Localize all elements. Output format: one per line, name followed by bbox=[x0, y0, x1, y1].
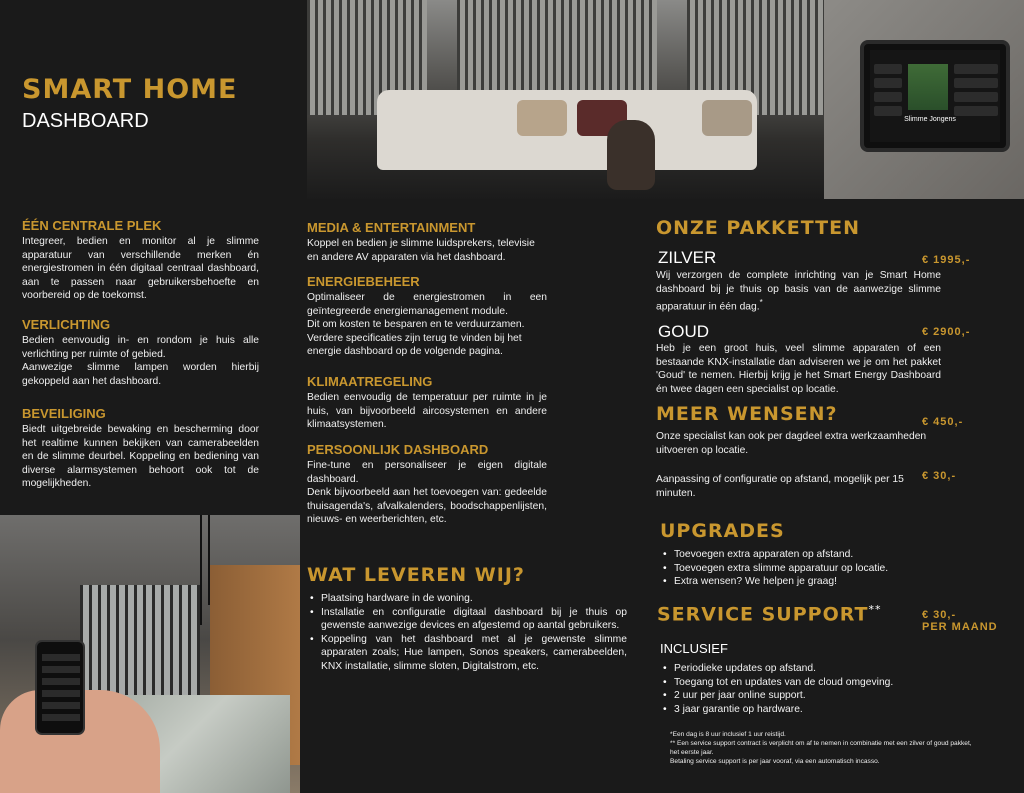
section-text: Bedien eenvoudig in- en rondom je huis alle verlichting per ruimte of gebied. bbox=[22, 335, 259, 360]
kitchen-photo bbox=[0, 515, 300, 793]
meer-wensen-price-1: € 450,- bbox=[922, 416, 964, 428]
section-text: Biedt uitgebreide bewaking en bescherming door het realtime kunnen bekijken van camerabeelden en de slimme deurbel. Koppeling en bediening van diverse alarmsystemen behoort ook tot de mogelijkheden. bbox=[22, 424, 259, 490]
service-price: € 30,- bbox=[922, 609, 957, 621]
section-title: BEVEILIGING bbox=[22, 406, 106, 421]
list-item: • Toevoegen extra slimme apparatuur op locatie. bbox=[660, 562, 950, 576]
meer-wensen-text-1: Onze specialist kan ook per dagdeel extra werkzaamheden uitvoeren op locatie. bbox=[656, 431, 927, 456]
section-text: Koppel en bedien je slimme luidsprekers, televisie en andere AV apparaten via het dashboard. bbox=[307, 238, 535, 263]
brand-title: SMART HOME bbox=[22, 74, 238, 105]
list-item: • Periodieke updates op afstand. bbox=[660, 662, 950, 676]
section-media bbox=[307, 220, 547, 264]
brand-subtitle: DASHBOARD bbox=[22, 110, 149, 132]
zilver-text bbox=[656, 269, 941, 314]
section-text: Integreer, bedien en monitor al je slimme apparatuur van verschillende merken én energiestromen in één digitaal centraal dashboard, aan te passen naar gebruikersbehoefte en voorbereid op de toekomst. bbox=[22, 236, 259, 302]
section-centrale-plek bbox=[22, 218, 259, 303]
meer-wensen-text-2: Aanpassing of configuratie op afstand, mogelijk per 15 minuten. bbox=[656, 474, 904, 499]
service-list bbox=[660, 662, 950, 716]
section-klimaat bbox=[307, 374, 547, 432]
meer-wensen-title: MEER WENSEN? bbox=[656, 403, 838, 425]
zilver-mark: * bbox=[759, 298, 763, 308]
section-title: WAT LEVEREN WIJ? bbox=[307, 564, 525, 586]
footnote: ** Een service support contract is verplicht om af te nemen in combinatie met een zilver of goud pakket, het eerste jaar. bbox=[670, 740, 972, 756]
section-text: Optimaliseer de energiestromen in een geïntegreerde energiemanagement module. bbox=[307, 292, 547, 317]
section-title: ENERGIEBEHEER bbox=[307, 274, 420, 289]
goud-text: Heb je een groot huis, veel slimme apparaten of een bestaande KNX-installatie dan adviseren we je om het pakket 'Goud' te nemen. Hierbij krijg je het Smart Energy Dashboard én twee dagen een specialist op locatie. bbox=[656, 343, 941, 395]
zilver-title: ZILVER bbox=[658, 248, 717, 267]
wall-tablet-photo bbox=[824, 0, 1024, 199]
section-text-2: Aanwezige slimme lampen worden hierbij gekoppeld aan het dashboard. bbox=[22, 362, 259, 387]
list-item: • Plaatsing hardware in de woning. bbox=[307, 592, 627, 606]
section-title: MEDIA & ENTERTAINMENT bbox=[307, 220, 476, 235]
upgrades-list bbox=[660, 548, 950, 589]
service-inclusief: INCLUSIEF bbox=[660, 641, 728, 656]
zilver-price: € 1995,- bbox=[922, 254, 971, 266]
footnote: Betaling service support is per jaar vooraf, via een automatisch incasso. bbox=[670, 758, 880, 765]
meer-wensen-price-2: € 30,- bbox=[922, 470, 957, 482]
service-title-text: SERVICE SUPPORT bbox=[657, 603, 869, 626]
tablet-device bbox=[860, 40, 1010, 152]
list-item: • 3 jaar garantie op hardware. bbox=[660, 703, 950, 717]
zilver-text-body: Wij verzorgen de complete inrichting van je Smart Home dashboard bij je thuis op basis van de aanwezige slimme apparatuur in één dag. bbox=[656, 270, 941, 313]
goud-title: GOUD bbox=[658, 322, 709, 341]
footnote: *Een dag is 8 uur inclusief 1 uur reistijd. bbox=[670, 731, 786, 738]
service-price-unit: PER MAAND bbox=[922, 621, 998, 633]
list-item: • Extra wensen? We helpen je graag! bbox=[660, 575, 950, 589]
upgrades-title: UPGRADES bbox=[660, 520, 785, 542]
section-beveiliging bbox=[22, 406, 259, 491]
footnotes bbox=[670, 730, 980, 766]
section-text: Fine-tune en personaliseer je eigen digitale dashboard. bbox=[307, 460, 547, 485]
section-title: PERSOONLIJK DASHBOARD bbox=[307, 442, 489, 457]
section-text-2: Denk bijvoorbeeld aan het toevoegen van: gedeelde thuisagenda's, afvalkalenders, boodschappenlijsten, nieuws- en weerberichten, etc. bbox=[307, 487, 547, 526]
list-item: • 2 uur per jaar online support. bbox=[660, 689, 950, 703]
living-room-photo bbox=[307, 0, 824, 199]
section-text: Bedien eenvoudig de temperatuur per ruimte in je huis, van bijvoorbeeld aircosystemen en andere klimaatsystemen. bbox=[307, 392, 547, 431]
service-mark: ** bbox=[868, 603, 882, 616]
list-item: • Toegang tot en updates van de cloud omgeving. bbox=[660, 676, 950, 690]
section-title: VERLICHTING bbox=[22, 317, 111, 332]
phone-device bbox=[35, 640, 85, 735]
section-title: KLIMAATREGELING bbox=[307, 374, 433, 389]
list-item: • Toevoegen extra apparaten op afstand. bbox=[660, 548, 950, 562]
section-text-2: Dit om kosten te besparen en te verduurzamen. Verdere specificaties zijn terug te vinden bij het energie dashboard op de volgende pagina. bbox=[307, 319, 525, 358]
service-title bbox=[657, 603, 881, 625]
section-verlichting bbox=[22, 317, 259, 388]
section-title: ÉÉN CENTRALE PLEK bbox=[22, 218, 162, 233]
section-energie bbox=[307, 274, 547, 359]
section-wat-leveren bbox=[307, 564, 627, 674]
pakketten-title: ONZE PAKKETTEN bbox=[656, 217, 860, 239]
tablet-logo: Slimme Jongens bbox=[904, 116, 956, 123]
goud-price: € 2900,- bbox=[922, 326, 971, 338]
list-item: • Installatie en configuratie digitaal dashboard bij je thuis op gewenste aanwezige devices en afgestemd op aantal gebruikers. bbox=[307, 606, 627, 633]
list-item: • Koppeling van het dashboard met al je gewenste slimme apparaten zoals; Hue lampen, Sonos speakers, camerabeelden, KNX installatie, slimme sloten, Digitalstrom, etc. bbox=[307, 633, 627, 674]
section-persoonlijk bbox=[307, 442, 547, 527]
